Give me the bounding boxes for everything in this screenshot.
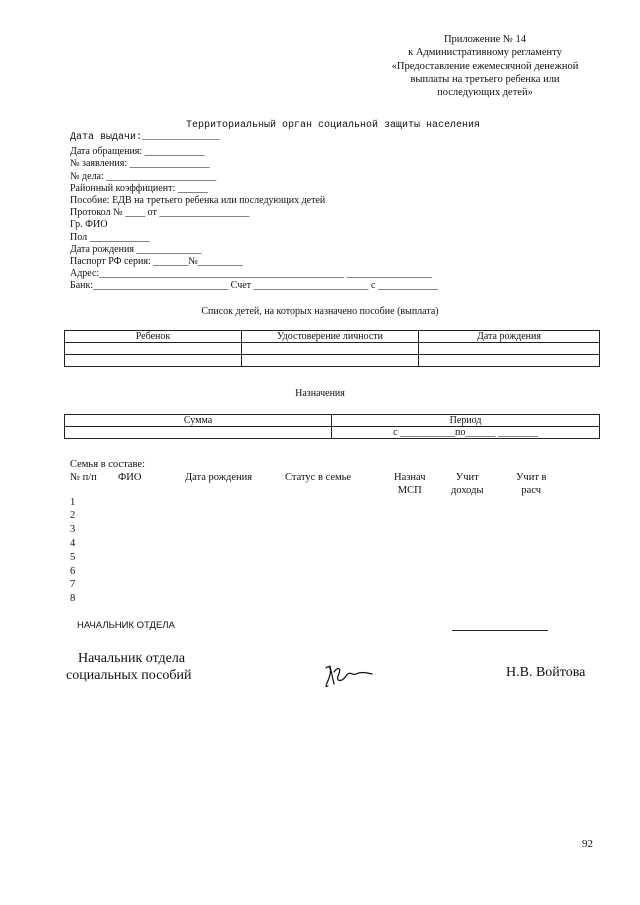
field-passport: Паспорт РФ серия: _______№_________: [70, 256, 243, 267]
table-cell: [65, 343, 242, 355]
field-benefit: Пособие: ЕДВ на третьего ребенка или последующих детей: [70, 195, 326, 206]
column-header: Ребенок: [65, 331, 242, 343]
field-address: Адрес:_________________________________________________ _________________: [70, 268, 432, 279]
signatory-name: Н.В. Войтова: [506, 665, 586, 680]
assignments-table: [64, 414, 600, 439]
field-regional-coefficient: Районный коэффициент: ______: [70, 183, 208, 194]
column-header: Удостоверение личности: [242, 331, 419, 343]
family-row: 8: [70, 593, 76, 604]
appendix-line: «Предоставление ежемесячной денежной: [391, 60, 579, 72]
table-cell: [242, 343, 419, 355]
col-msp-line: МСП: [397, 485, 422, 496]
column-header: Период: [332, 415, 600, 427]
appendix-block: [350, 33, 620, 99]
field-application-date: Дата обращения: ____________: [70, 146, 205, 157]
period-cell: с ___________по______ ________: [332, 427, 600, 439]
table-row: [65, 343, 600, 355]
chief-title: НАЧАЛЬНИК ОТДЕЛА: [77, 620, 175, 631]
table-cell: [419, 355, 600, 367]
assignments-caption: Назначения: [295, 388, 345, 399]
table-cell: [419, 343, 600, 355]
family-title: Семья в составе:: [70, 459, 145, 470]
org-header: Территориальный орган социальной защиты населения: [185, 120, 481, 131]
col-calc: [516, 471, 547, 497]
col-fio: ФИО: [118, 472, 142, 483]
signatory-role-line: социальных пособий: [66, 668, 192, 683]
table-cell: [242, 355, 419, 367]
issue-date-blank: _____________: [142, 132, 221, 143]
col-dob: Дата рождения: [185, 472, 253, 483]
appendix-line: к Административному регламенту: [408, 47, 562, 59]
column-header: Дата рождения: [419, 331, 600, 343]
field-bank: Банк:___________________________ Счет _______________________ с ____________: [70, 280, 438, 291]
signatory-role-line: Начальник отдела: [78, 651, 186, 666]
family-row: 7: [70, 579, 76, 590]
appendix-line: Приложение № 14: [443, 34, 527, 45]
col-msp-line: Назнач: [394, 472, 426, 483]
table-cell: [65, 427, 332, 439]
col-msp: [394, 471, 426, 497]
family-row: 4: [70, 538, 76, 549]
field-birth-date: Дата рождения _____________: [70, 244, 202, 255]
family-row: 5: [70, 552, 76, 563]
col-num: № п/п: [70, 472, 97, 483]
table-header-row: [65, 415, 600, 427]
appendix-line: последующих детей»: [437, 87, 533, 99]
issue-date-label: Дата выдачи:: [70, 132, 143, 143]
field-application-number: № заявления: ________________: [70, 158, 210, 169]
column-header: Сумма: [65, 415, 332, 427]
handwritten-signature: [320, 660, 384, 692]
signatory-role: [66, 650, 191, 684]
col-income-line: Учит: [455, 472, 479, 483]
page-number: 92: [582, 838, 593, 850]
appendix-line: выплаты на третьего ребенка или: [410, 73, 560, 85]
table-header-row: [65, 331, 600, 343]
col-income: [451, 471, 484, 497]
field-sex: Пол ____________: [70, 232, 150, 243]
field-case-number: № дела: ______________________: [70, 171, 217, 182]
table-cell: [65, 355, 242, 367]
table-row: [65, 427, 600, 439]
col-calc-line: Учит в: [516, 472, 547, 483]
family-row: 3: [70, 524, 76, 535]
family-row: 6: [70, 566, 76, 577]
table-row: [65, 355, 600, 367]
col-income-line: доходы: [451, 485, 484, 496]
issue-date: [70, 132, 220, 143]
children-table: [64, 330, 600, 367]
children-caption: Список детей, на которых назначено пособие (выплата): [201, 306, 439, 317]
family-row: 1: [70, 497, 76, 508]
col-status: Статус в семье: [285, 472, 352, 483]
field-protocol: Протокол № ____ от __________________: [70, 207, 250, 218]
field-full-name: Гр. ФИО: [70, 219, 108, 230]
family-row: 2: [70, 510, 76, 521]
col-calc-line: расч: [521, 485, 542, 496]
signature-line: [452, 630, 548, 631]
